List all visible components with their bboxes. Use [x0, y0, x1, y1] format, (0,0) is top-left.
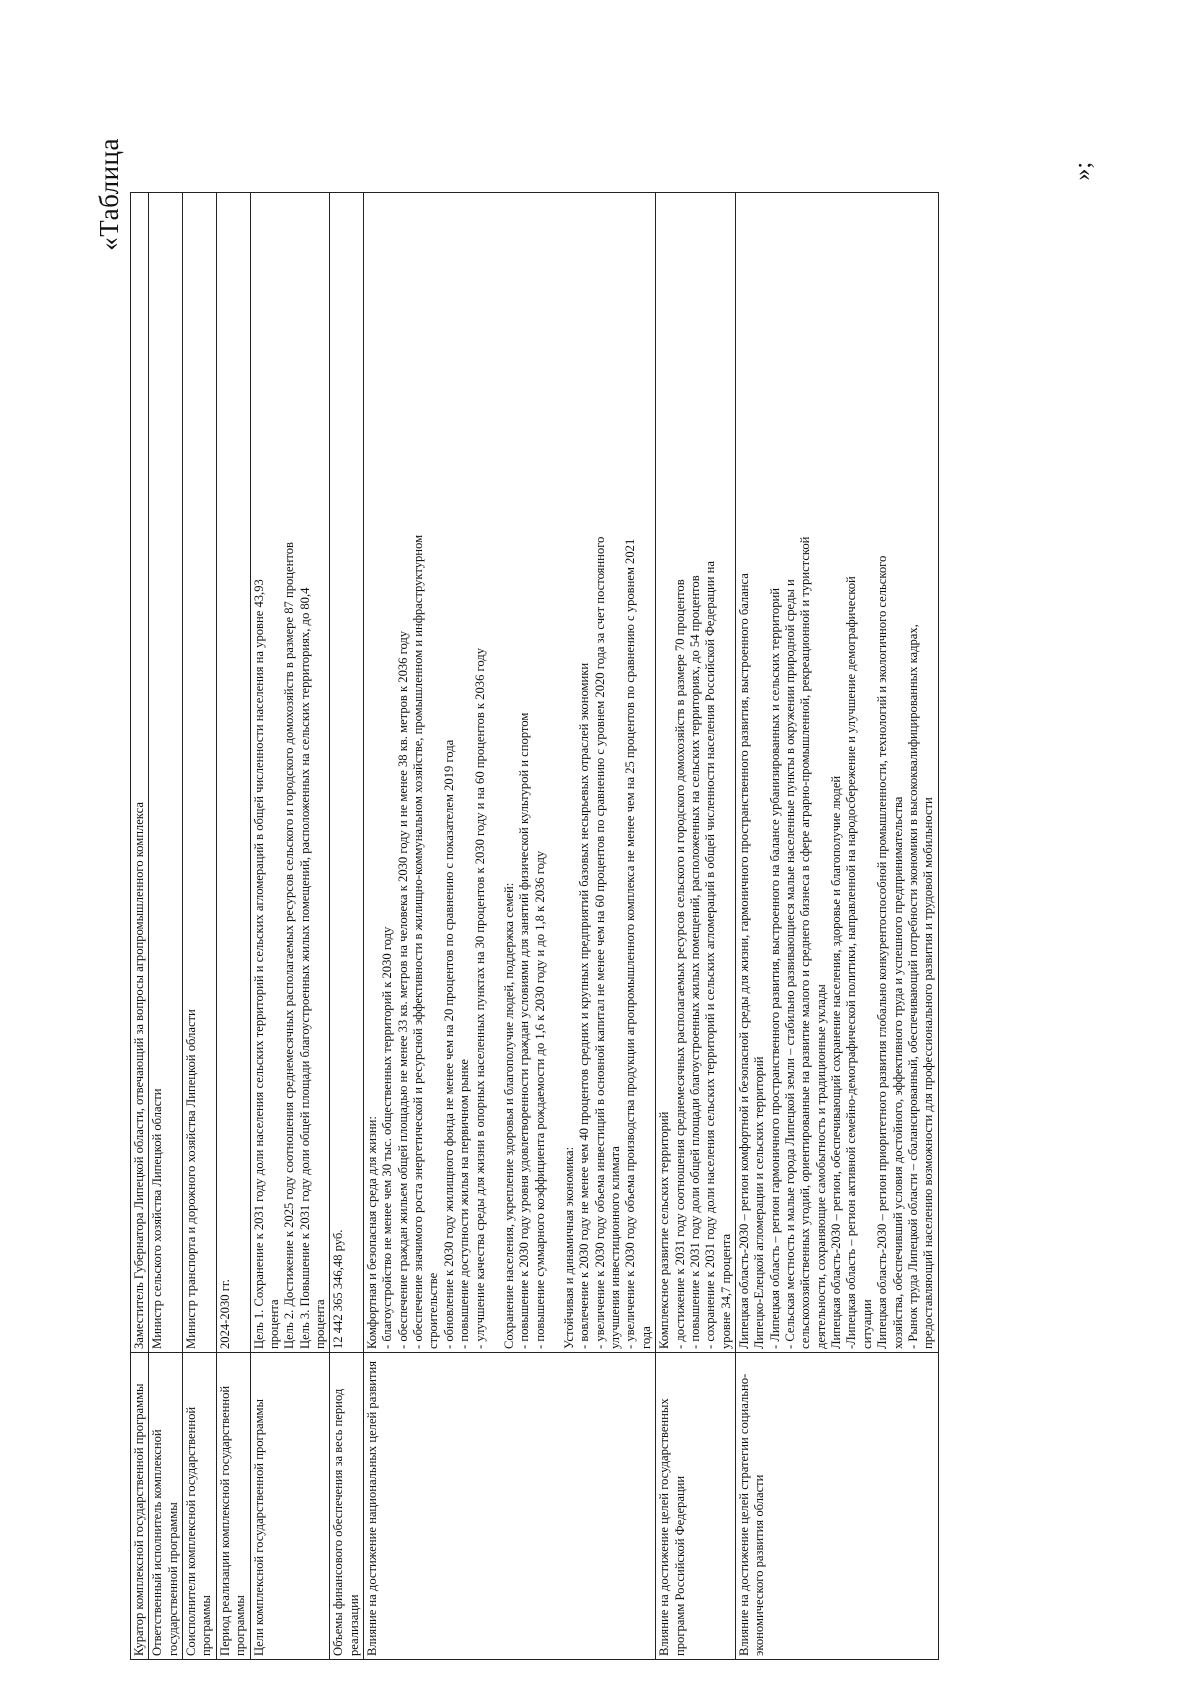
value-line: деятельности, сохраняющие самобытность и традиционные уклады: [813, 984, 828, 1349]
value-line: Липецкая область-2030 – регион комфортной и безопасной среды для жизни, гармоничного пространственного развития, выстроенного баланса: [736, 573, 751, 1349]
passport-table: [130, 192, 939, 1660]
row-label: Влияние на достижение целей государственных программ Российской Федерации: [656, 1353, 736, 1660]
row-value: [149, 193, 183, 1353]
value-line: - достижение к 2031 году соотношения среднемесячных располагаемых ресурсов сельского и городского домохозяйств в размере 70 процентов: [672, 579, 687, 1349]
value-line: строительстве: [426, 1272, 441, 1349]
closing-quote: »;: [1070, 162, 1096, 181]
value-line: процента: [312, 1299, 327, 1349]
value-line: - вовлечение к 2030 году не менее чем 40 процентов средних и крупных предприятий базовых несырьевых отраслей экономики: [577, 662, 592, 1349]
value-line: - увеличение к 2030 году объема инвестиций в основной капитал не менее чем на 60 процентов по сравнению с уровнем 2020 года за счет постоянного: [592, 536, 607, 1349]
value-line: - увеличение к 2030 году объема производства продукции агропромышленного комплекса не менее чем на 25 процентов по сравнению с уровнем 2021: [623, 538, 638, 1349]
value-line: Министр транспорта и дорожного хозяйства Липецкой области: [184, 1009, 199, 1349]
value-line: года: [638, 1326, 653, 1349]
table-row: [216, 193, 250, 1660]
row-label: Соисполнители комплексной государственной программы: [183, 1353, 217, 1660]
row-value: [250, 193, 330, 1353]
value-line: уровне 34,7 процента: [718, 1233, 733, 1349]
row-value: [735, 193, 938, 1353]
value-line: - обеспечение граждан жильем общей площадью не менее 33 кв. метров на человека к 2030 году и не менее 38 кв. метров к 2036 году: [395, 630, 410, 1349]
value-line: - Сельская местность и малые города Липецкой земли – стабильно развивающиеся малые населенные пункты в окружении природной среды и: [783, 579, 798, 1349]
row-label: Период реализации комплексной государственной программы: [216, 1353, 250, 1660]
value-line: Цель 1. Сохранение к 2031 году доли населения сельских территорий и сельских агломераций в общей численности населения на уровне 43,93: [251, 579, 266, 1349]
value-line: - улучшение качества среды для жизни в опорных населенных пунктах на 30 процентов к 2030 году и на 60 процентов к 2036 году: [472, 647, 487, 1349]
table-caption: «Таблица: [94, 138, 124, 251]
value-line: предоставляющий населению возможности для профессионального развития и трудовой мобильности: [921, 797, 936, 1349]
row-value: [330, 193, 364, 1353]
value-line: 2024-2030 гг.: [217, 1279, 232, 1349]
value-line: - благоустройство не менее чем 30 тыс. общественных территорий к 2030 году: [380, 926, 395, 1349]
row-label: Ответственный исполнитель комплексной государственной программы: [149, 1353, 183, 1660]
row-label: Влияние на достижение целей стратегии социально-экономического развития области: [735, 1353, 938, 1660]
value-line: Цель 2. Достижение к 2025 году соотношения среднемесячных располагаемых ресурсов сельского и городского домохозяйств в размере 87 процентов: [282, 542, 297, 1349]
table-row: [250, 193, 330, 1660]
paragraph-gap: [548, 196, 562, 1349]
table-row: [330, 193, 364, 1660]
value-line: Липецкая область-2030 – регион, обеспечивающий сохранение населения, здоровье и благополучие людей: [829, 775, 844, 1349]
value-line: - повышение к 2030 году уровня удовлетворенности граждан условиями для занятий физической культурой и спортом: [517, 712, 532, 1349]
value-line: - сохранение к 2031 году доли населения сельских территорий и сельских агломераций в общей численности населения Российской Федерации на: [703, 561, 718, 1349]
value-line: улучшения инвестиционного климата: [608, 1146, 623, 1349]
value-line: - Рынок труда Липецкой области – сбалансированный, обеспечивающий потребности экономики в высококвалифицированных кадрах,: [905, 624, 920, 1349]
value-line: Сохранение населения, укрепление здоровья и благополучие людей, поддержка семей:: [501, 882, 516, 1349]
value-line: ситуации: [859, 1299, 874, 1349]
row-value: [656, 193, 736, 1353]
value-line: Устойчивая и динамичная экономика:: [561, 1146, 576, 1349]
value-line: Цель 3. Повышение к 2031 году доли общей площади благоустроенных жилых помещений, расположенных на сельских территориях, до 80,4: [297, 587, 312, 1349]
value-line: сельскохозяйственных угодий, ориентированные на развитие малого и среднего бизнеса в сфере аграрно-промышленной, рекреационной и туристской: [798, 536, 813, 1349]
value-line: Комфортная и безопасная среда для жизни:: [365, 1116, 380, 1349]
row-value: [183, 193, 217, 1353]
table-row: [735, 193, 938, 1660]
value-line: -Липецкая область – регион активной семейно-демографической политики, направленной на народосбережение и улучшение демографической: [844, 576, 859, 1349]
value-line: Министр сельского хозяйства Липецкой области: [150, 1088, 165, 1349]
value-line: - повышение суммарного коэффициента рождаемости до 1,6 к 2030 году и до 1,8 к 2036 году: [532, 850, 547, 1349]
value-line: - обновление к 2030 году жилищного фонда не менее чем на 20 процентов по сравнению с показателем 2019 года: [441, 739, 456, 1349]
value-line: - повышение доступности жилья на первичном рынке: [457, 1059, 472, 1349]
row-value: [131, 193, 149, 1353]
value-line: Липецкая область-2030 – регион приоритетного развития глобально конкурентоспособной промышленности, технологий и экологичного сельского: [875, 555, 890, 1349]
row-value: [364, 193, 656, 1353]
table-row: [656, 193, 736, 1660]
value-line: хозяйства, обеспечивший условия достойного, эффективного труда и успешного предпринимательства: [890, 796, 905, 1349]
table-body: [131, 193, 939, 1660]
value-line: Комплексное развитие сельских территорий: [657, 1111, 672, 1349]
value-line: Липецко-Елецкой агломерации и сельских территорий: [752, 1056, 767, 1349]
row-label: Влияние на достижение национальных целей развития: [364, 1353, 656, 1660]
row-label: Цели комплексной государственной программы: [250, 1353, 330, 1660]
row-label: Куратор комплексной государственной программы: [131, 1353, 149, 1660]
value-line: - обеспечение значимого роста энергетической и ресурсной эффективности в жилищно-коммунальном хозяйстве, промышленном и инфраструктурном: [411, 534, 426, 1349]
table-row: [183, 193, 217, 1660]
table-row: [149, 193, 183, 1660]
table-row: [131, 193, 149, 1660]
paragraph-gap: [488, 196, 502, 1349]
table-row: [364, 193, 656, 1660]
row-label: Объемы финансового обеспечения за весь период реализации: [330, 1353, 364, 1660]
value-line: 12 442 365 346,48 руб.: [331, 1229, 346, 1349]
value-line: процента: [266, 1299, 281, 1349]
row-value: [216, 193, 250, 1353]
value-line: - Липецкая область – регион гармоничного пространственного развития, выстроенного на балансе урбанизированных и сельских территорий: [767, 588, 782, 1349]
value-line: Заместитель Губернатора Липецкой области, отвечающий за вопросы агропромышленного комплекса: [132, 802, 146, 1349]
value-line: - повышение к 2031 году доли общей площади благоустроенных жилых помещений, расположенных на сельских территориях, до 54 процентов: [687, 575, 702, 1349]
rotated-document: [90, 120, 1110, 1660]
